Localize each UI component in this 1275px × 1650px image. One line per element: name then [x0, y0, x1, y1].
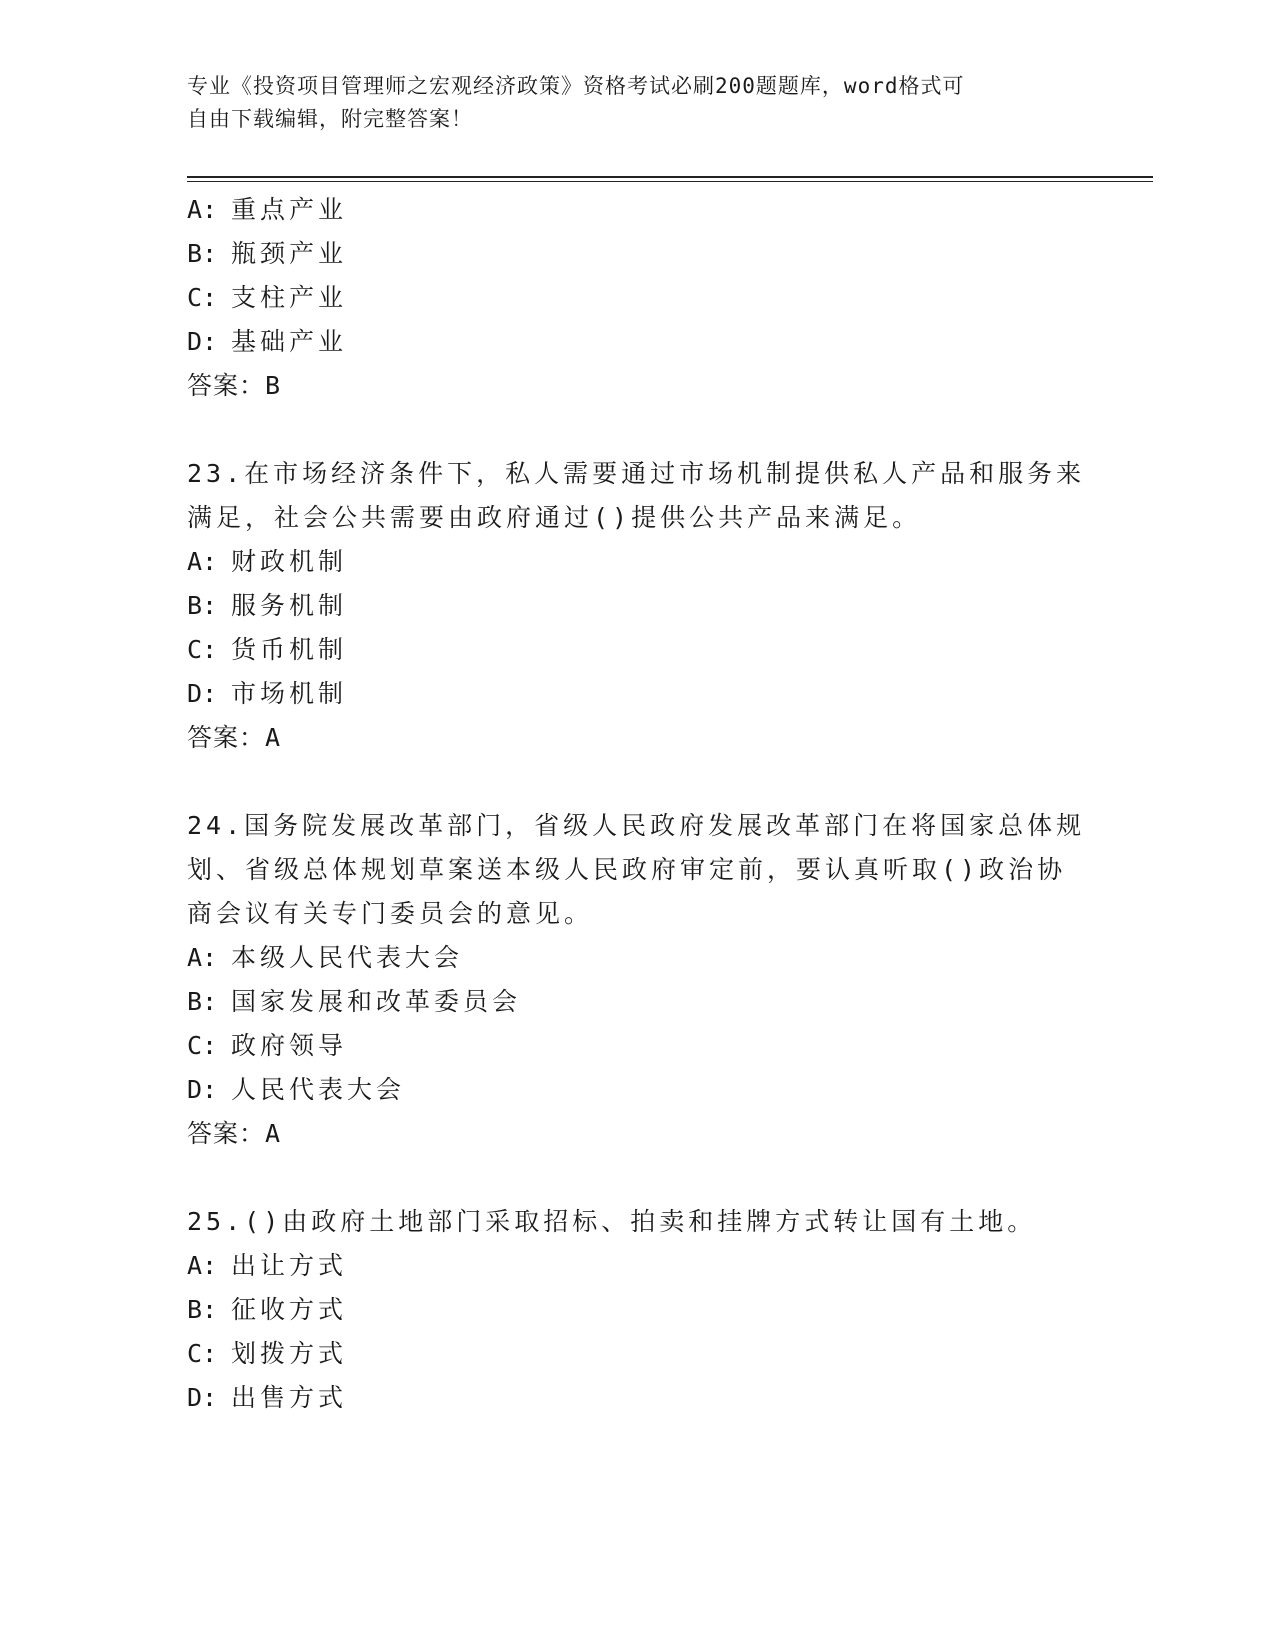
header-rule-thin: [187, 181, 1153, 182]
q23-stem-line-2: 满足，社会公共需要由政府通过()提供公共产品来满足。: [187, 503, 922, 532]
q22-answer: 答案：B: [187, 371, 282, 400]
header-line-1: 专业《投资项目管理师之宏观经济政策》资格考试必刷200题题库，word格式可: [187, 74, 965, 98]
q25-option-b: B: 征收方式: [187, 1295, 348, 1324]
q25-option-c: C: 划拨方式: [187, 1339, 348, 1368]
q24-answer: 答案：A: [187, 1119, 282, 1148]
q22-option-a: A: 重点产业: [187, 195, 348, 224]
header-rule-thick: [187, 176, 1153, 178]
document-header: [187, 70, 1067, 136]
q24-option-c: C: 政府领导: [187, 1031, 348, 1060]
header-line-2: 自由下载编辑，附完整答案！: [187, 107, 473, 131]
q24-option-a: A: 本级人民代表大会: [187, 943, 464, 972]
q23-stem-line-1: 23.在市场经济条件下，私人需要通过市场机制提供私人产品和服务来: [187, 459, 1086, 488]
q24-option-d: D: 人民代表大会: [187, 1075, 406, 1104]
q22-option-b: B: 瓶颈产业: [187, 239, 348, 268]
q23-answer: 答案：A: [187, 723, 282, 752]
q23-option-d: D: 市场机制: [187, 679, 348, 708]
q23-option-a: A: 财政机制: [187, 547, 348, 576]
q22-option-d: D: 基础产业: [187, 327, 348, 356]
q24-stem-line-3: 商会议有关专门委员会的意见。: [187, 899, 594, 928]
q24-stem-line-2: 划、省级总体规划草案送本级人民政府审定前，要认真听取()政治协: [187, 855, 1067, 884]
q23-option-b: B: 服务机制: [187, 591, 348, 620]
q23-option-c: C: 货币机制: [187, 635, 348, 664]
q24-option-b: B: 国家发展和改革委员会: [187, 987, 522, 1016]
q24-stem-line-1: 24.国务院发展改革部门，省级人民政府发展改革部门在将国家总体规: [187, 811, 1086, 840]
q25-option-d: D: 出售方式: [187, 1383, 348, 1412]
q22-option-c: C: 支柱产业: [187, 283, 348, 312]
q25-stem-line-1: 25.()由政府土地部门采取招标、拍卖和挂牌方式转让国有土地。: [187, 1207, 1037, 1236]
q25-option-a: A: 出让方式: [187, 1251, 348, 1280]
